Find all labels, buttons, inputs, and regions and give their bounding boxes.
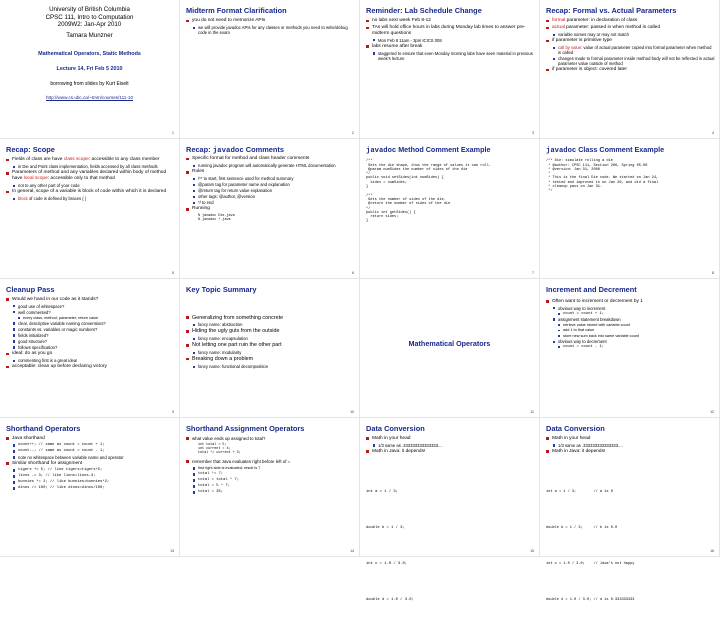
title-mono: javadoc [546,147,577,156]
sub-sub-bullet: add 1 to that value [546,328,715,333]
slide-body [366,436,535,456]
code-row: double b = 1 / 3; // b is 0.0 [546,525,618,530]
code-row: double b = 1 / 3; [366,525,405,530]
slide-title [546,145,715,156]
sub-bullet: other tags: @author, @version [186,194,355,199]
code-bullet: total *= 7; [186,472,355,477]
slide-title: Recap: Formal vs. Actual Parameters [546,6,677,15]
title-part: Method Comment Example [396,145,491,155]
slide-number: 16 [710,549,714,553]
slide-number: 11 [530,409,534,414]
sub-bullet: fancy name: functional decomposition [186,364,355,369]
slide-number: 3 [532,131,534,136]
sub-bullet [6,196,175,201]
slide-number: 15 [530,549,534,553]
sub-bullet: /** to start, first sentence used for method summary [186,176,355,181]
bullet: ideal: do as you go [6,351,175,357]
bullet: you do not need to memorize APIs [186,18,355,24]
bullet: Breaking down a problem [186,356,355,362]
bullet: if parameter is primitive type [546,38,715,44]
sub-bullet: 1/3 same as .333333333333333.... [546,443,715,448]
code-bullet: count = count + 1; [546,312,715,317]
sub-bullet [546,45,715,55]
code-row: int a = 1 / 3; // a is 0 [546,489,613,494]
slide-title: Shorthand Assignment Operators [186,423,305,433]
sub-bullet: good use of whitespace? [6,304,175,309]
sub-bullet: fields initialized? [6,333,175,338]
slide-number: 1 [172,131,174,136]
slide-title: Recap: Scope [6,145,55,155]
code-bullet: dinos /= 100; // like dinos=dinos/100; [6,486,175,491]
bullet: Math in your head [366,436,535,442]
sub-bullet: first right side is evaluated: result is 7 [186,466,355,471]
slide-4 [540,0,720,139]
code-table [546,462,634,630]
bullet: remember that Java evaluates right before left of = [186,459,355,465]
slide-7 [360,139,540,278]
lecture-date: Lecture 14, Fri Feb 5 2010 [56,65,123,72]
slide-body [546,299,715,351]
slide-number: 14 [350,549,354,553]
bullet: acceptable: clean up before declaring victory [6,364,175,370]
slide-title [366,145,535,156]
title-part: Class Comment Example [576,145,665,155]
bullet [546,25,715,31]
title-mono: javadoc [366,147,397,156]
bullet: Generalizing from something concrete [186,315,355,321]
sub-bullet: changes made to formal parameter inside method body will not be reflected in actual parameter value outside of method [546,56,715,66]
sub-bullet: @param tag for parameter name and explanation [186,182,355,187]
slide-15 [360,418,540,602]
bullet: Running [186,206,355,212]
cover-line-1: University of British Columbia [49,6,130,13]
slide-number: 4 [712,131,714,136]
sub-bullet: note no whitespace between variable name and operator [6,455,175,460]
slide-body [366,18,535,62]
slide-9 [0,279,180,418]
slide-body [186,18,355,36]
slide-title: Shorthand Operators [6,423,81,433]
sub-bullet: clear, descriptive variable naming conventions? [6,321,175,326]
bullet: Hiding the ugly guts from the outside [186,328,355,334]
code-row: double d = 1.0 / 3.0; [366,597,414,602]
title-part: Comments [243,145,284,155]
sub-bullet: fancy name: encapsulation [186,336,355,341]
sub-bullet: variable names may or may not match [546,32,715,37]
bullet-text: Fields of class are have [12,157,64,163]
title-part: Recap: [186,145,213,155]
bullet: Would we hand in our code as it stands? [6,297,175,303]
sub-bullet: obvious way to increment [546,306,715,311]
code-table [366,462,414,630]
slide-number: 10 [350,409,354,414]
slide-6 [180,139,360,278]
bullet: what value ends up assigned to total? [186,436,355,442]
cover-line-2: CPSC 111, Intro to Computation [45,13,134,21]
slide-body [6,436,175,492]
term-call-by-value: call by value [558,45,582,51]
code-bullet: lions -= 3; // like lions=lions-3; [6,474,175,479]
section-title: Mathematical Operators [408,338,491,348]
course-url-link[interactable]: http://www.cs.ubc.ca/~tmm/courses/111-10 [45,95,134,101]
sub-bullet: obvious way to decrement [546,339,715,344]
slide-title [186,145,355,156]
sub-bullet: running javadoc program will automatically generate HTML documentation [186,163,355,168]
bullet [6,170,175,181]
bullet [6,157,175,163]
code-example: /** Die: simulate rolling a die * @author: CPSC 111, Section 206, Spring 05-06 * @version: Jan 31, 2006 * * This is the final Die code. We started on Jan 24, * tested and improved in on Jan 26, and did a final * cleanup pass on Jan 31. */ [546,159,659,194]
bullet: Math in Java: it depends! [366,449,535,455]
author-name: Tamara Munzner [66,31,113,39]
slide-title: Key Topic Summary [186,284,257,294]
slide-3 [360,0,540,139]
sub-bullet: fancy name: abstraction [186,322,355,327]
bullet-text: : accessible to any class member [88,157,160,163]
bullet: Java shorthand [6,436,175,442]
lecture-subtitle: Mathematical Operators, Static Methods [38,51,141,58]
sub-sub-bullet: retrieve value stored with variable count [546,323,715,328]
bullet-text: Parameters of method and any variables declared within body of method have [12,170,167,181]
code-row: int a = 1 / 3; [366,489,398,494]
code-bullet: count++; // same as count = count + 1; [6,443,175,448]
slide-body [6,297,175,372]
code-bullet: total = 35; [186,490,355,495]
sub-sub-bullet: store new sum back into same variable count [546,334,715,339]
code-row: double d = 1.0 / 3.0; // d is 0.333333333 [546,597,635,602]
code-example: /** Sets the die shape, thus the range of values it can roll. @param numSides the number of sides of the die */ public void setSides(int numSides) { sides = numSides; } /** Gets the number of sides of the die. @return the number of sides of the die */ public int getSides() { return sides; } [366,159,492,224]
bullet: Similar shorthand for assignment [6,461,175,467]
sub-bullet: 1/3 same as .333333333333333.... [366,443,535,448]
code-bullet: bunnies *= 2; // like bunnies=bunnies*2; [6,480,175,485]
sub-bullet: staggered to ensure that even Monday morning labs have seen material in previous week's lecture [366,51,535,61]
bullet: Math in your head [546,436,715,442]
slide-2 [180,0,360,139]
slide-title: Data Conversion [366,423,425,433]
term-block: block [18,196,28,202]
bullet: Often want to increment or decrement by 1 [546,299,715,305]
sub-bullet: @return tag for return value explanation [186,188,355,193]
slide-body [546,436,715,456]
slide-number: 9 [172,409,174,414]
slide-12 [540,279,720,418]
slide-number: 7 [532,270,534,275]
slide-5 [0,139,180,278]
cover-line-3: 2009W2: Jan-Apr 2010 [57,21,122,29]
slide-number: 8 [712,270,714,275]
code-snippet: % javadoc Die.java % javadoc *.java [198,213,235,222]
sub-bullet: */ to end [186,200,355,205]
bullet: if parameter is object: covered later [546,67,715,73]
slide-title: Data Conversion [546,423,605,433]
term-actual: actual [552,25,565,31]
cover-block [4,6,175,102]
sub-sub-bullet: every class, method, parameter, return value [6,316,175,321]
slide-title: Reminder: Lab Schedule Change [366,6,482,15]
code-snippet: int total = 5; int current = 4; total *= current + 3; [198,442,241,455]
slide-body [186,156,355,221]
bullet: Math in Java: it depends! [546,449,715,455]
sub-bullet: good structure? [6,339,175,344]
bullet: Specific format for method and class header comments [186,156,355,162]
code-bullet: total = total * 7; [186,478,355,483]
sub-bullet: assignment statement breakdown [546,317,715,322]
slide-body [6,157,175,202]
code-row: int c = 1.0 / 3.0; // Java's not happy [546,561,635,566]
slide-13 [0,418,180,557]
sub-bullet: fancy name: modularity [186,350,355,355]
title-mono: javadoc [212,147,244,156]
term-class-scope: class scope [63,157,89,163]
bullet-text: : value of actual parameter copied into formal parameter when method is called [558,45,712,56]
slide-body [186,436,355,496]
slide-number: 13 [170,549,174,553]
code-bullet: count = count - 1; [546,345,715,350]
sub-bullet: not to any other part of your code [6,183,175,188]
bullet-text: parameter: passed in when method is called [564,25,661,31]
bullet-text: parameter: in declaration of class [565,18,638,23]
code-bullet: tigers += 5; // like tigers=tigers+5; [6,468,175,473]
slide-number: 2 [352,131,354,136]
bullet: Not letting one part ruin the other part [186,342,355,348]
slide-number: 12 [710,409,714,414]
sub-bullet: follows specification? [6,345,175,350]
slide-title: Midterm Format Clarification [186,6,287,15]
code-bullet: count--; // same as count = count - 1; [6,449,175,454]
term-local-scope: local scope [23,175,48,181]
slide-8 [540,139,720,278]
bullet [546,18,715,24]
slide-1-title [0,0,180,139]
slide-11-section [360,279,540,418]
sub-bullet: in Die and Point class implementation, fields accessed by all class methods [6,164,175,169]
sub-bullet: Mon Feb 8 11am - 3pm ICICS 008 [366,38,535,43]
term-formal: formal [552,18,566,23]
slide-number: 5 [172,270,174,275]
bullet: Rules [186,169,355,175]
bullet: TAs will hold office hours in labs during Monday lab times to answer pre-midterm questions [366,25,535,36]
code-row: int c = 1.0 / 3.0; [366,561,408,566]
slide-body [546,18,715,74]
credit-line: borrowing from slides by Kurt Eiselt [50,80,129,87]
bullet-text: : accessible only to that method [47,175,115,181]
slide-title: Increment and Decrement [546,284,637,294]
bullet: In general, scope of a variable is block of code within which it is declared [6,189,175,195]
slide-body [186,315,355,371]
sub-bullet: well commented? [6,310,175,315]
sub-bullet: we will provide javadoc APIs for any classes or methods you need to write/debug code in the exam [186,25,355,35]
sub-bullet: constants vs. variables or magic numbers? [6,327,175,332]
code-bullet: total = 5 * 7; [186,484,355,489]
bullet: no labs next week Feb 8-12 [366,18,535,24]
slide-14 [180,418,360,557]
bullet-text: of code is defined by braces { } [27,196,87,202]
slide-10 [180,279,360,418]
bullet: labs resume after break [366,44,535,50]
slide-16 [540,418,720,602]
slide-number: 6 [352,270,354,275]
slide-title: Cleanup Pass [6,284,55,294]
sub-bullet: commenting first is a great idea! [6,358,175,363]
